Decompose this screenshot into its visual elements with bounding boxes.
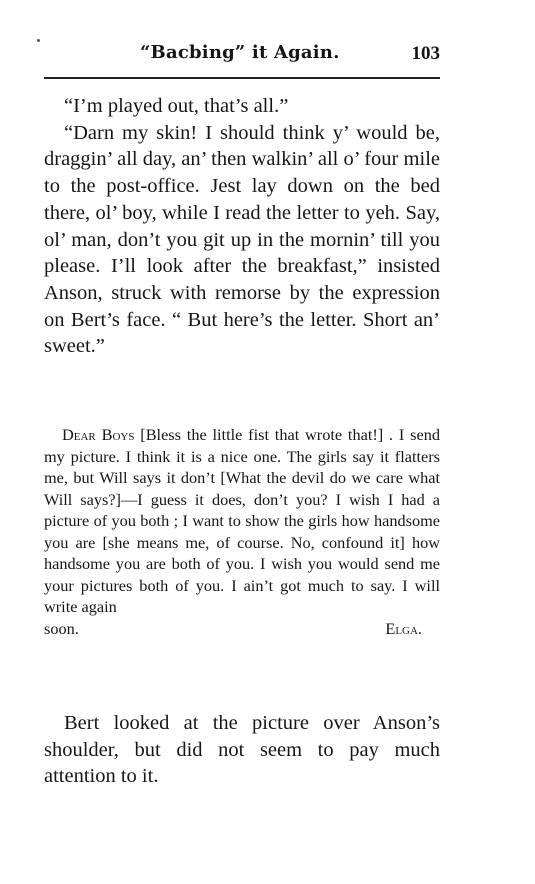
letter-content: [Bless the little fist that wrote that!] . I send my picture. I think it is a nice one. The girls say it flatters me, but Will says it don’t [What the devil do we care what Will says?]—I guess it does, don’t you? I wish I had a picture of you both ; I want to show the girls how handsome you are [she means me, of course. No, confound it] how handsome you are both of you. I wish you would send me your pictures both of you. I ain’t got much to say. I will write again xyxy=(44,425,440,616)
page-number: 103 xyxy=(411,43,440,64)
closing-text xyxy=(44,710,440,790)
letter-last-word: soon. xyxy=(44,618,79,638)
narrative-text xyxy=(44,93,440,360)
letter-signature: Elga. xyxy=(385,618,422,638)
letter-text xyxy=(44,424,440,639)
header-rule xyxy=(44,77,440,79)
letter-body xyxy=(44,424,440,618)
paragraph: “I’m played out, that’s all.” xyxy=(64,95,289,117)
printing-speck xyxy=(37,39,40,42)
letter-salutation: Dear Boys xyxy=(62,425,135,444)
signature-line xyxy=(44,618,440,640)
paragraph: “Darn my skin! I should think y’ would be, draggin’ all day, an’ then walkin’ all o’ four mile to the post-office. Jest lay down on the bed there, ol’ boy, while I read the letter to yeh. Say, ol’ man, don’t you git up in the mornin’ till you please. I’ll look after the breakfast,” insisted Anson, struck with remorse by the expression on Bert’s face. “ But here’s the letter. Short an’ sweet.” xyxy=(44,121,440,358)
paragraph: Bert looked at the picture over Anson’s shoulder, but did not seem to pay much attention to it. xyxy=(44,712,440,787)
running-title: “Bacbing” it Again. xyxy=(140,42,340,63)
running-header xyxy=(44,42,440,68)
